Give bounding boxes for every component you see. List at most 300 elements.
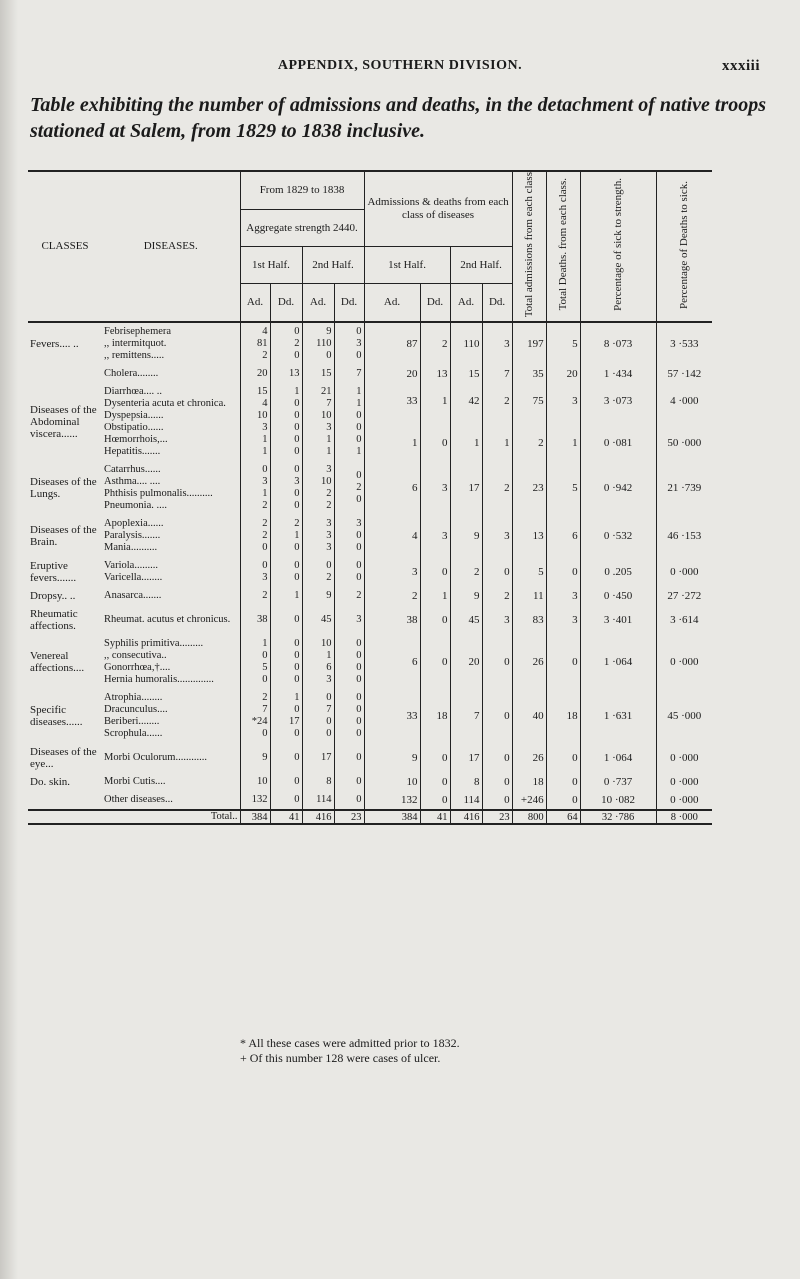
- dd2-cell-value: 0: [356, 572, 362, 584]
- pct-sick-cell: [580, 383, 656, 461]
- ad1-cell-value: 2: [262, 518, 268, 530]
- sum-dd2: [482, 605, 512, 635]
- ad2-cell-value: 3: [326, 464, 332, 476]
- ad2-cell-value: 17: [321, 752, 332, 764]
- class-label: Do. skin.: [30, 776, 71, 789]
- total-total-deaths: 64: [546, 810, 580, 824]
- dd2-cell-value: 2: [356, 482, 362, 494]
- dd-header: Dd.: [482, 284, 512, 323]
- sum-dd2-value: 0: [504, 710, 510, 723]
- total-deaths-cell: [546, 605, 580, 635]
- ad2-cell-value: 3: [326, 542, 332, 554]
- total-adm-cell: [512, 635, 546, 689]
- disease-name: Dysenteria acuta et chronica.: [104, 398, 226, 410]
- pct-deaths-extra-value: 50 ·000: [667, 437, 702, 450]
- disease-name: ,, consecutiva..: [104, 650, 167, 662]
- ad1-cell-value: 3: [262, 572, 268, 584]
- sum-dd1: [420, 773, 450, 791]
- pct-sick-value: 1 ·631: [603, 710, 633, 723]
- sum-ad1-value: 3: [412, 566, 418, 579]
- sum-ad1: [364, 322, 420, 365]
- pct-deaths-cell: [656, 635, 712, 689]
- total-deaths-value: 6: [572, 530, 578, 543]
- dd2-cell-value: 0: [356, 692, 362, 704]
- sum-ad1-value: 10: [406, 776, 418, 789]
- sum-ad1-value: 87: [406, 338, 418, 351]
- pct-deaths-header: Percentage of Deaths to sick.: [656, 171, 712, 322]
- class-label: [28, 365, 102, 383]
- total-deaths-cell: [546, 322, 580, 365]
- total-deaths-cell: [546, 773, 580, 791]
- dd2-cell-value: 0: [356, 638, 362, 650]
- ad1-cell-value: 5: [262, 662, 268, 674]
- ad2-cell: [302, 689, 334, 743]
- ad2-cell-value: 21: [321, 386, 332, 398]
- total-dd2: 23: [334, 810, 364, 824]
- ad1-cell-value: 132: [251, 794, 268, 806]
- dd1-cell-value: 2: [294, 338, 300, 350]
- ad1-cell-value: 15: [257, 386, 268, 398]
- sum-dd2-value: 2: [504, 482, 510, 495]
- dd1-cell-value: 0: [294, 650, 300, 662]
- dd2-cell-value: 3: [356, 518, 362, 530]
- sum-dd1: [420, 791, 450, 810]
- dd2-cell-value: 0: [356, 728, 362, 740]
- dd2-cell-value: 0: [356, 326, 362, 338]
- sum-ad2-value: 45: [468, 614, 480, 627]
- dd2-cell-value: 0: [356, 494, 362, 506]
- dd1-cell: [270, 365, 302, 383]
- disease-list: [102, 322, 240, 365]
- ad2-cell: [302, 515, 334, 557]
- sum-dd1-extra-value: 0: [442, 437, 448, 450]
- sum-dd2: [482, 791, 512, 810]
- dd2-cell-value: 0: [356, 350, 362, 362]
- total-deaths-header: Total Deaths. from each class.: [546, 171, 580, 322]
- ad1-cell: [240, 587, 270, 605]
- dd1-cell-value: 0: [294, 488, 300, 500]
- disease-list: [102, 461, 240, 515]
- ad1-cell-value: 4: [262, 326, 268, 338]
- total-deaths-cell: [546, 587, 580, 605]
- pct-sick-extra-value: 0 ·081: [603, 437, 633, 450]
- dd2-cell: [334, 743, 364, 773]
- total-pct-sick: 32 ·786: [580, 810, 656, 824]
- dd1-cell-value: 0: [294, 560, 300, 572]
- sum-dd2-value: 0: [504, 794, 510, 807]
- disease-name: Febrisephemera: [104, 326, 172, 338]
- dd1-cell-value: 0: [294, 398, 300, 410]
- disease-name: Rheumat. acutus et chronicus.: [104, 614, 231, 626]
- dd2-cell-value: 0: [356, 662, 362, 674]
- ad1-cell-value: 3: [262, 476, 268, 488]
- pct-deaths-value: 0 ·000: [670, 752, 699, 765]
- total-deaths-extra-value: 1: [572, 437, 578, 450]
- dd1-cell: [270, 743, 302, 773]
- dd2-cell-value: 0: [356, 422, 362, 434]
- total-adm-value: 35: [532, 368, 544, 381]
- sum-dd1-value: 2: [442, 338, 448, 351]
- ad2-cell-value: 8: [326, 776, 332, 788]
- pct-sick-cell: [580, 515, 656, 557]
- disease-name: Dracunculus....: [104, 704, 168, 716]
- sum-dd1: [420, 515, 450, 557]
- total-row: [28, 810, 712, 824]
- dd1-cell-value: 0: [294, 350, 300, 362]
- pct-sick-cell: [580, 587, 656, 605]
- sum-dd1-value: 1: [442, 395, 448, 408]
- total-adm-value: 83: [532, 614, 544, 627]
- total-deaths-value: 3: [572, 590, 578, 603]
- dd2-cell-value: 0: [356, 542, 362, 554]
- dd1-cell-value: 17: [289, 716, 300, 728]
- ad2-cell-value: 0: [326, 692, 332, 704]
- ad2-cell-value: 10: [321, 476, 332, 488]
- total-label: Total..: [102, 810, 240, 824]
- sum-dd2-value: 0: [504, 752, 510, 765]
- sum-ad2: [450, 322, 482, 365]
- total-deaths-value: 0: [572, 752, 578, 765]
- dd2-cell: [334, 557, 364, 587]
- pct-deaths-value: 21 ·739: [667, 482, 702, 495]
- sum-dd1: [420, 605, 450, 635]
- total-adm-cell: [512, 383, 546, 461]
- total-adm-value: 26: [532, 656, 544, 669]
- ad2-cell-value: 7: [326, 398, 332, 410]
- dd2-cell-value: 0: [356, 434, 362, 446]
- dd1-cell-value: 0: [294, 794, 300, 806]
- ad1-cell: [240, 791, 270, 810]
- total-adm-cell: [512, 605, 546, 635]
- total-adm-cell: [512, 791, 546, 810]
- total-adm-value: 197: [527, 338, 544, 351]
- total-dd1: 41: [270, 810, 302, 824]
- sum-dd1: [420, 557, 450, 587]
- total-pct-deaths: 8 ·000: [656, 810, 712, 824]
- pct-deaths-cell: [656, 773, 712, 791]
- disease-name: Variola.........: [104, 560, 158, 572]
- dd1-cell-value: 1: [294, 530, 300, 542]
- ad2-cell: [302, 635, 334, 689]
- table-row: [28, 635, 712, 689]
- ad1-cell: [240, 773, 270, 791]
- table-row: [28, 322, 712, 365]
- total-adm-value: 5: [538, 566, 544, 579]
- total-deaths-cell: [546, 557, 580, 587]
- total-deaths-value: 3: [572, 395, 578, 408]
- ad1-cell: [240, 461, 270, 515]
- dd2-cell-value: 3: [356, 614, 362, 626]
- disease-name: Pneumonia. ....: [104, 500, 167, 512]
- dd1-cell-value: 0: [294, 434, 300, 446]
- dd1-cell-value: 0: [294, 464, 300, 476]
- disease-list: [102, 383, 240, 461]
- pct-deaths-value: 46 ·153: [667, 530, 702, 543]
- total-adm-cell: [512, 365, 546, 383]
- pct-sick-cell: [580, 635, 656, 689]
- total-deaths-value: 5: [572, 338, 578, 351]
- dd2-cell: [334, 635, 364, 689]
- ad1-cell-value: 1: [262, 488, 268, 500]
- table-row: [28, 557, 712, 587]
- ad1-cell: [240, 743, 270, 773]
- table-row: [28, 365, 712, 383]
- sum-ad2: [450, 743, 482, 773]
- pct-deaths-cell: [656, 383, 712, 461]
- sum-dd2-value: 0: [504, 656, 510, 669]
- pct-deaths-value: 27 ·272: [667, 590, 702, 603]
- pct-sick-header: Percentage of sick to strength.: [580, 171, 656, 322]
- sum-ad1-value: 6: [412, 656, 418, 669]
- dd2-cell-value: 0: [356, 560, 362, 572]
- dd1-cell-value: 1: [294, 692, 300, 704]
- pct-deaths-cell: [656, 587, 712, 605]
- dd1-cell-value: 3: [294, 476, 300, 488]
- ad2-cell: [302, 365, 334, 383]
- total-deaths-value: 0: [572, 776, 578, 789]
- disease-list: [102, 515, 240, 557]
- ad2-cell: [302, 791, 334, 810]
- sum-dd1-value: 0: [442, 614, 448, 627]
- sum-dd2: [482, 461, 512, 515]
- sum-dd2-value: 3: [504, 614, 510, 627]
- ad2-cell: [302, 605, 334, 635]
- sum-dd2-value: 0: [504, 776, 510, 789]
- dd1-cell-value: 0: [294, 662, 300, 674]
- sum-ad2-value: 17: [468, 752, 480, 765]
- disease-name: Asthma.... ....: [104, 476, 161, 488]
- total-sum-ad2: 416: [450, 810, 482, 824]
- sum-dd1-value: 0: [442, 794, 448, 807]
- sum-ad2-extra-value: 1: [474, 437, 480, 450]
- pct-deaths-cell: [656, 365, 712, 383]
- disease-name: Atrophia........: [104, 692, 163, 704]
- disease-name: Catarrhus......: [104, 464, 161, 476]
- dd2-cell: [334, 605, 364, 635]
- sum-ad1-value: 33: [406, 710, 418, 723]
- dd1-cell-value: 13: [289, 368, 300, 380]
- ad2-cell-value: 110: [316, 338, 332, 350]
- sum-dd1: [420, 322, 450, 365]
- total-deaths-cell: [546, 461, 580, 515]
- ad2-cell-value: 1: [326, 446, 332, 458]
- sum-ad1: [364, 365, 420, 383]
- total-deaths-value: 18: [566, 710, 578, 723]
- ad2-cell-value: 9: [326, 326, 332, 338]
- ad2-cell: [302, 461, 334, 515]
- dd2-cell-value: 0: [356, 776, 362, 788]
- dd1-cell-value: 0: [294, 422, 300, 434]
- pct-sick-value: 0 ·942: [603, 482, 633, 495]
- ad1-cell-value: 38: [257, 614, 268, 626]
- sum-dd1: [420, 461, 450, 515]
- sum-ad2: [450, 515, 482, 557]
- dd2-cell-value: 1: [356, 398, 362, 410]
- sum-ad1-value: 38: [406, 614, 418, 627]
- sum-dd2-value: 2: [504, 395, 510, 408]
- total-adm-cell: [512, 587, 546, 605]
- pct-sick-value: 3 ·073: [603, 395, 633, 408]
- sum-dd1: [420, 689, 450, 743]
- pct-sick-cell: [580, 605, 656, 635]
- total-deaths-value: 20: [566, 368, 578, 381]
- dd2-cell-value: 2: [356, 590, 362, 602]
- dd2-cell: [334, 322, 364, 365]
- total-sum-dd2: 23: [482, 810, 512, 824]
- table-row: [28, 773, 712, 791]
- ad2-cell-value: 0: [326, 716, 332, 728]
- sum-dd1-value: 1: [442, 590, 448, 603]
- total-adm-value: 18: [532, 776, 544, 789]
- dd1-cell: [270, 461, 302, 515]
- dd2-cell-value: 0: [356, 794, 362, 806]
- ad1-cell: [240, 515, 270, 557]
- sum-dd2: [482, 383, 512, 461]
- dd1-cell: [270, 322, 302, 365]
- total-adm-value: 11: [532, 590, 544, 603]
- ad1-cell-value: 2: [262, 530, 268, 542]
- pct-sick-value: 0 ·737: [603, 776, 633, 789]
- ad2-cell-value: 7: [326, 704, 332, 716]
- disease-name: Other diseases...: [104, 794, 173, 806]
- ad-header: Ad.: [302, 284, 334, 323]
- sum-ad1: [364, 587, 420, 605]
- table-row: [28, 515, 712, 557]
- ad1-cell-value: 0: [262, 464, 268, 476]
- sum-ad2: [450, 365, 482, 383]
- pct-deaths-cell: [656, 322, 712, 365]
- sum-ad1: [364, 461, 420, 515]
- sum-dd1-value: 0: [442, 566, 448, 579]
- ad1-cell-value: 3: [262, 422, 268, 434]
- disease-name: Mania..........: [104, 542, 158, 554]
- disease-name: Gonorrhœa,†....: [104, 662, 171, 674]
- sum-dd1: [420, 743, 450, 773]
- diseases-header: DISEASES.: [102, 171, 240, 322]
- table-row: [28, 791, 712, 810]
- second-half-header-2: 2nd Half.: [450, 247, 512, 284]
- ad2-cell-value: 10: [321, 638, 332, 650]
- sum-ad1-value: 20: [406, 368, 418, 381]
- sum-dd2: [482, 773, 512, 791]
- sum-ad1: [364, 557, 420, 587]
- ad1-cell-value: 9: [262, 752, 268, 764]
- total-ad1: 384: [240, 810, 270, 824]
- sum-ad2: [450, 773, 482, 791]
- sum-ad1: [364, 635, 420, 689]
- disease-name: Varicella........: [104, 572, 163, 584]
- sum-ad1-value: 132: [401, 794, 418, 807]
- disease-name: Hernia humoralis..............: [104, 674, 214, 686]
- sum-ad2-value: 15: [468, 368, 480, 381]
- sum-ad2-value: 9: [474, 590, 480, 603]
- disease-name: Anasarca.......: [104, 590, 162, 602]
- total-deaths-cell: [546, 515, 580, 557]
- sum-ad2: [450, 587, 482, 605]
- sum-dd1-value: 13: [436, 368, 448, 381]
- disease-name: Cholera........: [104, 368, 159, 380]
- total-deaths-value: 0: [572, 656, 578, 669]
- ad2-cell-value: 9: [326, 590, 332, 602]
- table-row: [28, 689, 712, 743]
- pct-deaths-value: 45 ·000: [667, 710, 702, 723]
- disease-name: Morbi Oculorum............: [104, 752, 207, 764]
- pct-deaths-value: 0 ·000: [670, 656, 699, 669]
- aggregate-header: Aggregate strength 2440.: [240, 209, 364, 246]
- first-half-header-2: 1st Half.: [364, 247, 450, 284]
- pct-sick-value: 1 ·434: [603, 368, 633, 381]
- sum-ad1: [364, 791, 420, 810]
- total-ad2: 416: [302, 810, 334, 824]
- sum-dd1-value: 3: [442, 530, 448, 543]
- ad2-cell-value: 0: [326, 728, 332, 740]
- ad1-cell-value: 20: [257, 368, 268, 380]
- dd1-cell: [270, 515, 302, 557]
- sum-dd1-value: 0: [442, 656, 448, 669]
- ad2-cell: [302, 557, 334, 587]
- pct-sick-value: 1 ·064: [603, 656, 633, 669]
- sum-dd2-extra-value: 1: [504, 437, 510, 450]
- ad2-cell-value: 3: [326, 422, 332, 434]
- dd1-cell: [270, 587, 302, 605]
- dd2-cell-value: 0: [356, 530, 362, 542]
- total-adm-cell: [512, 743, 546, 773]
- sum-dd2: [482, 322, 512, 365]
- sum-ad2-value: 9: [474, 530, 480, 543]
- disease-name: Syphilis primitiva.........: [104, 638, 204, 650]
- running-head-title: APPENDIX, SOUTHERN DIVISION.: [277, 58, 523, 73]
- total-adm-cell: [512, 461, 546, 515]
- dd1-cell-value: 0: [294, 326, 300, 338]
- table-row: [28, 461, 712, 515]
- ad1-cell-value: *24: [251, 716, 268, 728]
- ad1-cell-value: 81: [257, 338, 268, 350]
- table-row: [28, 587, 712, 605]
- table-row: [28, 605, 712, 635]
- total-deaths-cell: [546, 689, 580, 743]
- sum-ad1-value: 4: [412, 530, 418, 543]
- total-adm-header: Total admissions from each class: [512, 171, 546, 322]
- dd1-cell-value: 0: [294, 704, 300, 716]
- disease-name: ,, intermitquot.: [104, 338, 167, 350]
- total-adm-value: +246: [520, 794, 544, 807]
- ad2-cell: [302, 383, 334, 461]
- sum-dd2: [482, 743, 512, 773]
- ad2-cell: [302, 587, 334, 605]
- table-row: [28, 383, 712, 461]
- pct-deaths-value: 3 ·614: [670, 614, 699, 627]
- ad1-cell-value: 1: [262, 434, 268, 446]
- disease-list: [102, 791, 240, 810]
- class-label: Venereal affections....: [30, 650, 85, 675]
- disease-name: Paralysis.......: [104, 530, 161, 542]
- disease-list: [102, 635, 240, 689]
- sum-dd1-value: 18: [436, 710, 448, 723]
- ad-header: Ad.: [450, 284, 482, 323]
- sum-ad2: [450, 791, 482, 810]
- sum-ad2-value: 7: [474, 710, 480, 723]
- total-deaths-value: 3: [572, 614, 578, 627]
- sum-dd1-value: 0: [442, 752, 448, 765]
- total-adm-cell: [512, 689, 546, 743]
- second-half-header: 2nd Half.: [302, 247, 364, 284]
- total-adm-extra-value: 2: [538, 437, 544, 450]
- class-label: Fevers.... ..: [30, 338, 79, 351]
- sum-ad1-extra-value: 1: [412, 437, 418, 450]
- dd1-cell: [270, 773, 302, 791]
- disease-name: Morbi Cutis....: [104, 776, 166, 788]
- ad1-cell-value: 4: [262, 398, 268, 410]
